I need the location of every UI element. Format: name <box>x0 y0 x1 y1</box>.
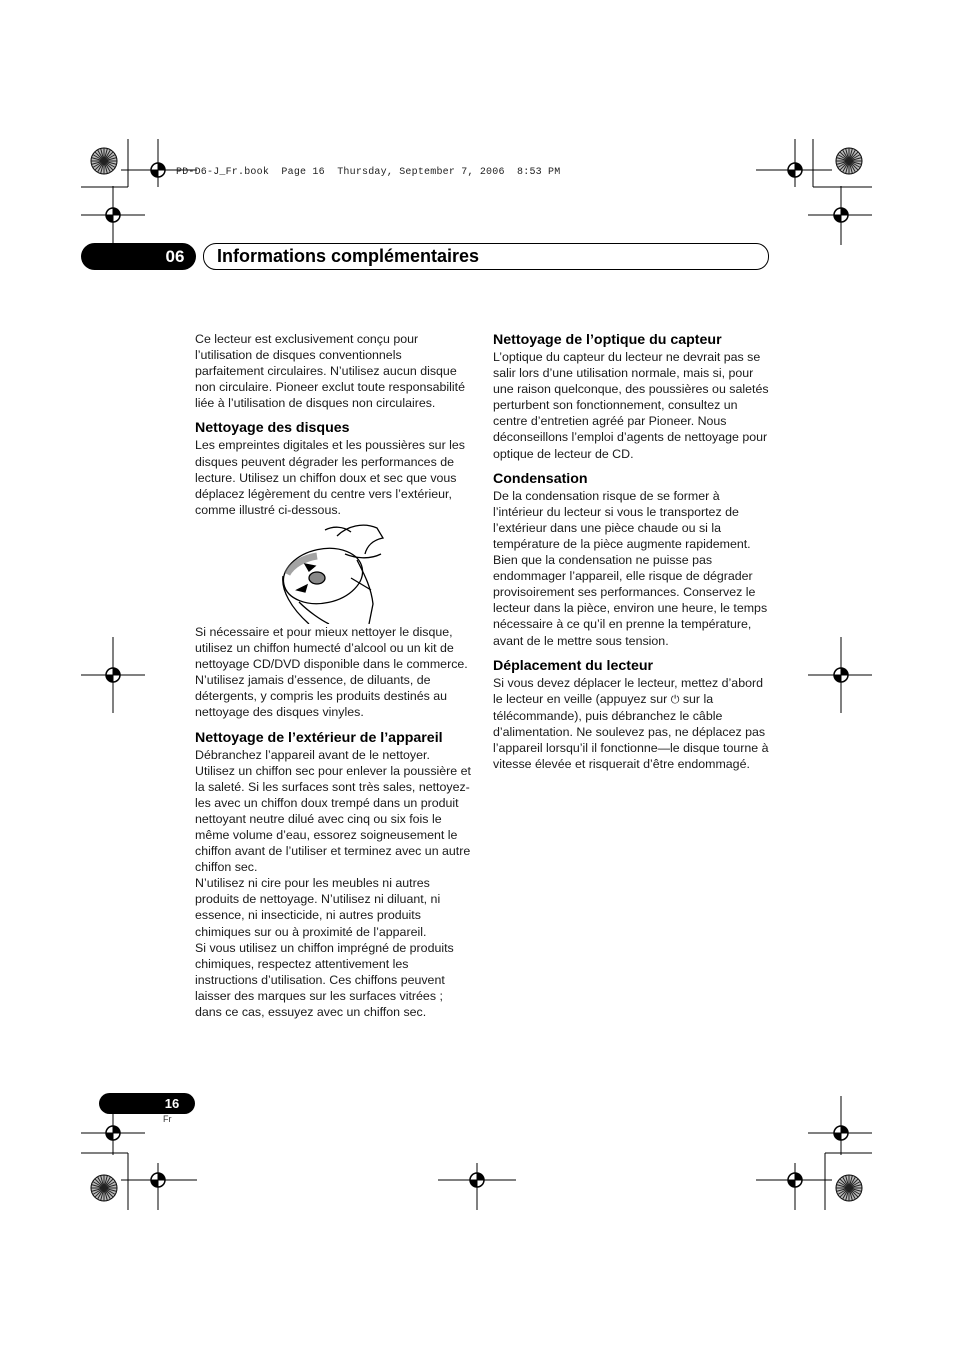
crosshair-target-icon <box>788 163 802 177</box>
exterior-cleaning-paragraph-3: Si vous utilisez un chiffon imprégné de produits chimiques, respectez attentivement les instructions d’utilisation. Ces chiffons peuvent laisser des marques sur les surfaces vitrées ; dans ce cas, essuyez avec un chiffon sec. <box>195 940 454 1019</box>
crosshair-target-icon <box>834 1126 848 1140</box>
starburst-mark-icon <box>91 148 117 174</box>
lens-cleaning-paragraph: L’optique du capteur du lecteur ne devrait pas se salir lors d’une utilisation normale, mais si, pour une raison quelconque, des poussières ou saletés perturbent son fonctionnement, consultez un centre d’entretien agréé par Pioneer. Nous déconseillons l’emploi d’agents de nettoyage pour optique de lecteur de CD. <box>493 350 769 461</box>
crosshair-target-icon <box>834 668 848 682</box>
starburst-mark-icon <box>91 1175 117 1201</box>
exterior-cleaning-paragraph-1: Débranchez l’appareil avant de le nettoyer. Utilisez un chiffon sec pour enlever la poussière et la saleté. Si les surfaces sont très sales, nettoyez-les avec un chiffon doux trempé dans un produit nettoyant neutre dilué avec cinq ou six fois le même volume d’eau, essorez soigneusement le chiffon avant de l’utiliser et terminez avec un autre chiffon sec. <box>195 747 471 875</box>
heading-moving: Déplacement du lecteur <box>493 657 654 674</box>
chapter-number: 06 <box>165 247 185 266</box>
heading-exterior-cleaning: Nettoyage de l’extérieur de l’appareil <box>195 729 443 746</box>
moving-text-part-1: Si vous devez déplacer le lecteur, mettez d’abord le lecteur en veille (appuyez sur <box>493 675 763 706</box>
heading-disc-cleaning: Nettoyage des disques <box>195 420 350 437</box>
disc-cleaning-paragraph-2: Si nécessaire et pour mieux nettoyer le disque, utilisez un chiffon humecté d’alcool ou un kit de nettoyage CD/DVD disponible dans le commerce. N’utilisez jamais d’essence, de diluants, de détergents, y compris les produits destinés au nettoyage des disques vinyles. <box>195 624 468 720</box>
book-file-info: PD-D6-J_Fr.book Page 16 Thursday, September 7, 2006 8:53 PM <box>176 167 561 178</box>
left-column <box>195 331 471 1020</box>
crosshair-target-icon <box>834 208 848 222</box>
crosshair-target-icon <box>106 1126 120 1140</box>
condensation-paragraph: De la condensation risque de se former à l’intérieur du lecteur si vous le transportez de l’extérieur dans une pièce chaude ou si la température de la pièce augmente rapidement. Bien que la condensation ne puisse pas endommager l’appareil, elle risque de dégrader provisoirement ses performances. Conservez le lecteur dans la pièce, environ une heure, le temps nécessaire à ce qu’il en prenne la température, avant de le mettre sous tension. <box>493 488 768 648</box>
right-column <box>493 331 769 772</box>
power-icon: ⏻ <box>670 693 680 706</box>
heading-condensation: Condensation <box>493 470 588 487</box>
moving-text-part-2: sur la télécommande), puis débranchez le câble d’alimentation. Ne soulevez pas, ne déplacez pas l’appareil lorsqu’il il fonctionne—le disque tourne à vitesse élevée et risquerait d’être endommagé. <box>493 691 769 772</box>
crosshair-target-icon <box>470 1173 484 1187</box>
moving-paragraph <box>493 675 769 773</box>
crosshair-target-icon <box>106 208 120 222</box>
heading-lens-cleaning: Nettoyage de l’optique du capteur <box>493 332 722 348</box>
intro-paragraph: Ce lecteur est exclusivement conçu pour l’utilisation de disques conventionnels parfaitement circulaires. N’utilisez aucun disque non circulaire. Pioneer exclut toute responsabilité liée à l’utilisation de disques non circulaires. <box>195 332 465 411</box>
page-number: 16 <box>164 1096 180 1111</box>
starburst-mark-icon <box>836 148 862 174</box>
disc-cleaning-illustration <box>195 518 471 624</box>
crosshair-target-icon <box>151 1173 165 1187</box>
exterior-cleaning-paragraph-2: N’utilisez ni cire pour les meubles ni autres produits de nettoyage. N’utilisez ni diluant, ni essence, ni insecticide, ni autres produits chimiques sur ou à proximité de l’appareil. <box>195 876 441 939</box>
chapter-title: Informations complémentaires <box>217 246 480 266</box>
crosshair-target-icon <box>151 163 165 177</box>
starburst-mark-icon <box>836 1175 862 1201</box>
crosshair-target-icon <box>788 1173 802 1187</box>
disc-cleaning-paragraph-1: Les empreintes digitales et les poussières sur les disques peuvent dégrader les performances de lecture. Utilisez un chiffon doux et sec que vous déplacez légèrement du centre vers l’extérieur, comme illustré ci-dessous. <box>195 438 465 517</box>
crosshair-target-icon <box>106 668 120 682</box>
page-language: Fr <box>163 1114 172 1124</box>
